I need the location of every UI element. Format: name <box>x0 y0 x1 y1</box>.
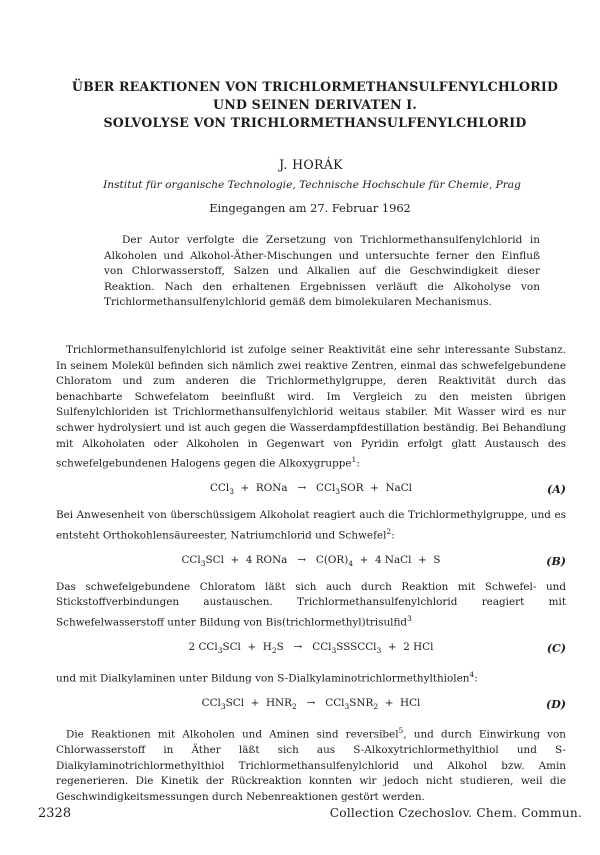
paragraph-3: Das schwefelgebundene Chloratom läßt sich auch durch Reaktion mit Schwefel- und Stickstoffverbindungen austauschen. Trichlormethansulfenylchlorid reagiert mit Schwefelwasserstoff unter Bildung von Bis(trichlormethyl)trisulfid$^3$ <box>56 580 566 629</box>
reference-3: 3 <box>407 614 412 624</box>
equation-a-label: (A) <box>547 483 566 497</box>
equation-b-formula: CCl$_3$SCl + 4 RONa → $C(OR)_4 + 4$ NaCl + S <box>181 553 441 568</box>
paragraph-1: Trichlormethansulfenylchlorid ist zufolge seiner Reaktivität eine sehr interessante Substanz. In seinem Molekül befinden sich nämlich zwei reaktive Zentren, einmal das schwefelgebundene Chloratom und zum anderen die Trichlormethylgruppe, deren Reaktivität durch das benachbarte Schwefelatom beeinflußt wird. Im Vergleich zu den meisten übrigen Sulfenylchloriden ist Trichlormethansulfenylchlorid weitaus stabiler. Mit Wasser wird es nur schwer hydrolysiert und ist auch gegen die Wasserdampfdestillation beständig. Bei Behandlung mit Alkoholaten oder Alkoholen in Gegenwart von Pyridin erfolgt glatt Austausch des schwefelgebundenen Halogens gegen die Alkoxygruppe$^1$: <box>56 343 566 470</box>
abstract: Der Autor verfolgte die Zersetzung von Trichlormethansulfenylchlorid in Alkoholen und Alkohol-Äther-Mischungen und untersuchte ferner den Einfluß von Chlorwasserstoff, Salzen und Alkalien auf die Geschwindigkeit dieser Reaktion. Nach den erhaltenen Ergebnissen verläuft die Alkoholyse von Trichlormethansulfenylchlorid gemäß dem bimolekularen Mechanismus. <box>104 234 540 309</box>
reference-4: 4 <box>469 670 475 680</box>
article-body <box>56 343 566 806</box>
title-line-3: SOLVOLYSE VON TRICHLORMETHANSULFENYLCHLORID <box>103 115 527 130</box>
reference-2: 2 <box>386 526 392 536</box>
title-line-2: UND SEINEN DERIVATEN I. <box>213 97 417 112</box>
equation-a <box>56 476 566 504</box>
paragraph-4: und mit Dialkylaminen unter Bildung von S-Dialkylaminotrichlormethylthiolen$^4$: <box>56 670 478 685</box>
journal-name: Collection Czechoslov. Chem. Commun. <box>329 806 582 820</box>
reference-5: 5 <box>398 726 404 736</box>
paragraph-2: Bei Anwesenheit von überschüssigem Alkoholat reagiert auch die Trichlormethylgruppe, und es entsteht Orthokohlensäureester, Natriumchlorid und Schwefel$^2$: <box>56 509 566 542</box>
title-line-1: ÜBER REAKTIONEN VON TRICHLORMETHANSULFENYLCHLORID <box>71 79 559 94</box>
author: J. HORÁK <box>279 157 343 172</box>
paragraph-5: Die Reaktionen mit Alkoholen und Aminen sind reversibel$^5$, und durch Einwirkung von Chlorwasserstoff in Äther läßt sich aus S-Alkoxytrichlormethylthiol und S-Dialkylaminotrichlormethylthiol Trichlormethansulfenylchlorid und Alkohol bzw. Amin regenerieren. Die Kinetik der Rückreaktion konnten wir jedoch nicht studieren, weil die Geschwindigkeitsmessungen durch Nebenreaktionen gestört werden. <box>56 726 566 803</box>
reference-1: 1 <box>351 455 357 465</box>
equation-c-label: (C) <box>546 642 566 656</box>
equation-d-label: (D) <box>546 698 566 712</box>
affiliation: Institut für organische Technologie, Technische Hochschule für Chemie, Prag <box>103 179 521 191</box>
equation-a-formula: CCl$_3$ + RONa → CCl$_3$SOR + NaCl <box>209 481 413 496</box>
page-footer <box>38 806 582 821</box>
article-title <box>64 78 566 132</box>
page-number: 2328 <box>38 806 72 821</box>
equation-d <box>56 691 566 719</box>
equation-b-label: (B) <box>546 555 566 569</box>
equation-c-formula: 2 $CCl_3SCl + H_2S$ → CCl$_3$SSSCCl$_3$ + 2 HCl <box>188 640 434 655</box>
received-date: Eingegangen am 27. Februar 1962 <box>209 201 411 215</box>
equation-d-formula: $CCl_3SCl + HNR_2 \to CCl_3SNR_2$ + HCl <box>201 696 421 711</box>
equation-b <box>56 548 566 576</box>
equation-c <box>56 635 566 663</box>
